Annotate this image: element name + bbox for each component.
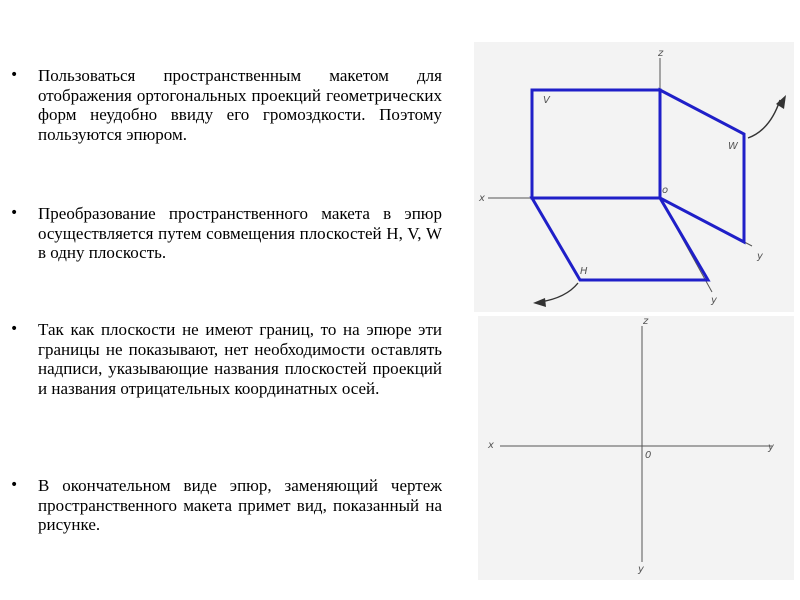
bullet-item [10,66,442,144]
axis-label-y-h: y [711,295,717,306]
axis-label-x: x [479,193,485,204]
axis-label-z: z [658,48,664,59]
diagram-background [474,42,794,312]
bullet-marker: • [10,321,19,337]
bullet-item [10,320,442,398]
bullet-item [10,476,442,535]
bullet-text: Пользоваться пространственным макетом для отображения ортогональных проекций геометрических форм неудобно ввиду его громоздкости. Поэтому пользуются эпюром. [38,66,442,144]
origin-label: o [662,185,669,196]
plane-label-w: W [728,141,738,152]
bullet-marker: • [10,205,19,221]
diagram-background [478,316,794,580]
axis-label-x: x [488,440,494,451]
bullet-text: Преобразование пространственного макета в эпюр осуществляется путем совмещения плоскостей H, V, W в одну плоскость. [38,204,442,263]
plane-label-h: H [580,266,588,277]
axis-label-z: z [643,316,649,327]
bullet-marker: • [10,67,19,83]
origin-label: 0 [645,450,652,461]
plane-label-v: V [543,95,550,106]
spatial-model-diagram [474,42,794,312]
bullet-item [10,204,442,263]
bullet-text: В окончательном виде эпюр, заменяющий чертеж пространственного макета примет вид, показанный на рисунке. [38,476,442,535]
axis-label-y-w: y [757,251,763,262]
axis-label-y-bottom: y [638,564,644,575]
axis-label-y-right: y [768,442,774,453]
bullet-text: Так как плоскости не имеют границ, то на эпюре эти границы не показывают, нет необходимости оставлять надписи, указывающие названия плоскостей проекций и названия отрицательных координатных осей. [38,320,442,398]
bullet-marker: • [10,477,19,493]
epure-diagram [478,316,794,580]
